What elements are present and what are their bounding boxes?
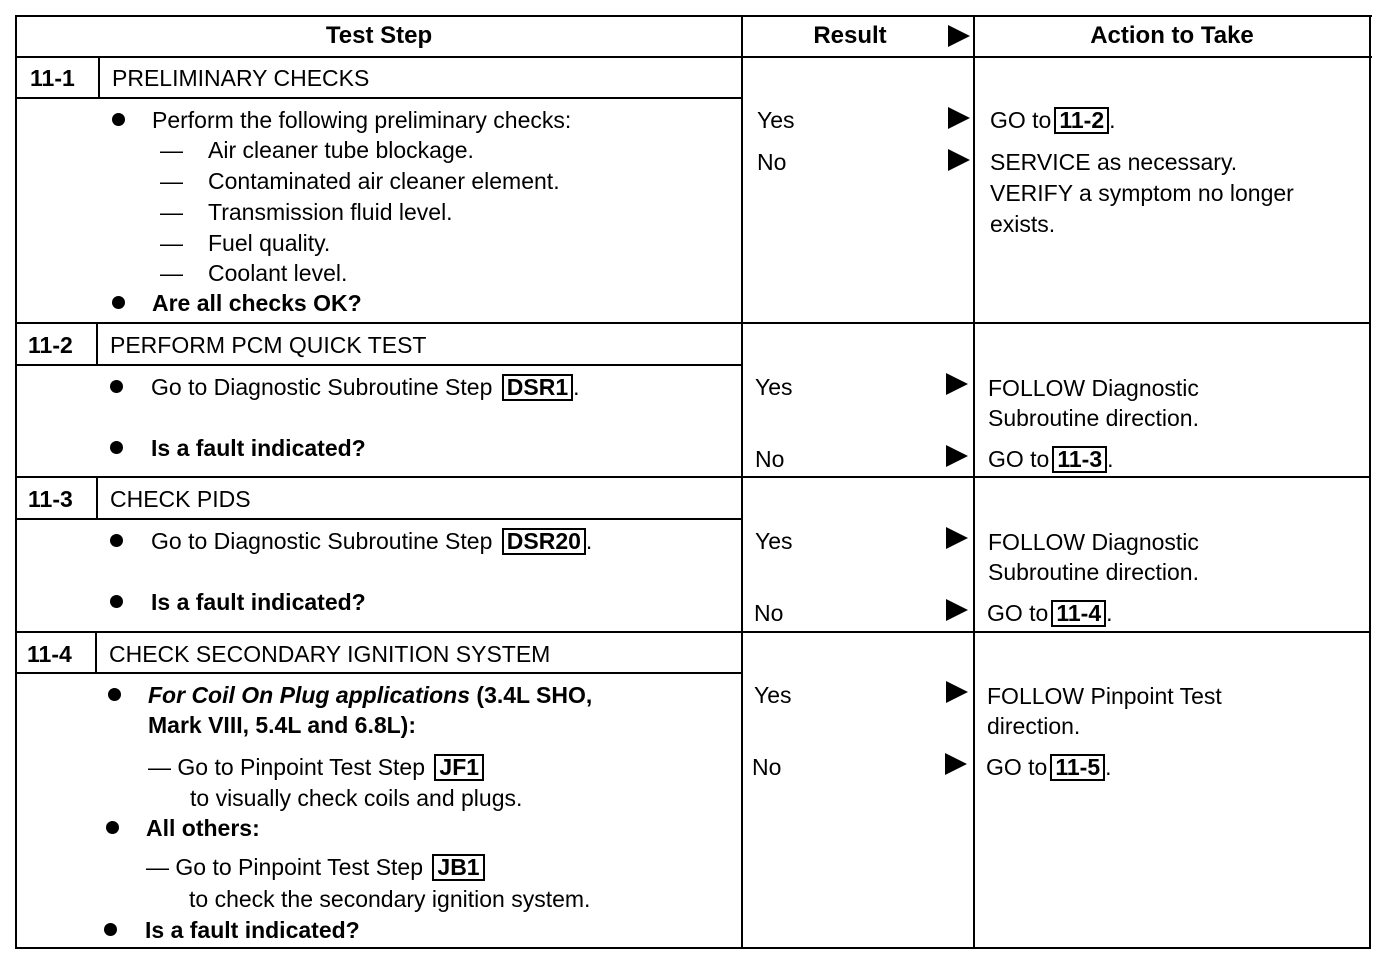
action-yes: Subroutine direction.: [988, 405, 1199, 431]
arrow-icon: [946, 599, 968, 621]
action-yes: FOLLOW Diagnostic: [988, 529, 1199, 555]
step-reference-link[interactable]: 11-2: [1054, 107, 1109, 134]
sub-item-text: Coolant level.: [208, 260, 348, 286]
dsr-reference-link[interactable]: DSR20: [502, 528, 586, 555]
arrow-icon: [946, 681, 968, 703]
step-reference-link[interactable]: 11-3: [1052, 446, 1107, 473]
condition-text: All others:: [146, 815, 260, 841]
sub-item: — Air cleaner tube blockage.: [160, 137, 474, 163]
pinpoint-reference-link[interactable]: JB1: [432, 854, 484, 881]
table-border-right: [1369, 15, 1371, 949]
bullet-icon: [110, 595, 123, 608]
step-title: PERFORM PCM QUICK TEST: [110, 332, 427, 358]
step-number-divider: [98, 58, 100, 98]
arrow-icon: [946, 373, 968, 395]
arrow-icon: [946, 527, 968, 549]
row-separator: [16, 322, 1370, 324]
step-header-underline: [16, 97, 741, 99]
result-column-line: [741, 15, 743, 949]
arrow-icon: [946, 445, 968, 467]
step-number-divider: [96, 478, 98, 519]
sub-item: — Fuel quality.: [160, 230, 331, 256]
step-header-underline: [16, 672, 741, 674]
bullet-icon: [112, 113, 125, 126]
arrow-icon: [948, 107, 970, 129]
sub-item: — Contaminated air cleaner element.: [160, 168, 560, 194]
step-reference-link[interactable]: 11-4: [1051, 600, 1106, 627]
step-title: CHECK PIDS: [110, 486, 251, 512]
step-header-underline: [16, 364, 741, 366]
instruction-text: Go to Diagnostic Subroutine Step DSR20 .: [151, 528, 593, 554]
result-yes: Yes: [755, 374, 793, 400]
sub-instruction-label: Go to Pinpoint Test Step: [175, 854, 424, 880]
table-border-top: [16, 15, 1372, 17]
instruction-text: Perform the following preliminary checks:: [152, 107, 572, 133]
instruction-label: Go to Diagnostic Subroutine Step: [151, 528, 493, 554]
sub-item-text: Transmission fluid level.: [208, 199, 453, 225]
table-border-bottom: [15, 947, 1371, 949]
sub-item-text: Fuel quality.: [208, 230, 331, 256]
result-yes: Yes: [754, 682, 792, 708]
row-separator: [16, 476, 1370, 478]
arrow-icon: [945, 753, 967, 775]
question-text: Is a fault indicated?: [151, 435, 366, 461]
action-no: GO to 11-4 .: [987, 600, 1113, 626]
step-title: CHECK SECONDARY IGNITION SYSTEM: [109, 641, 551, 667]
result-yes: Yes: [755, 528, 793, 554]
action-yes: FOLLOW Diagnostic: [988, 375, 1199, 401]
instruction-label: Go to Diagnostic Subroutine Step: [151, 374, 493, 400]
result-no: No: [757, 149, 787, 175]
action-no: GO to 11-3 .: [988, 446, 1114, 472]
result-no: No: [755, 446, 785, 472]
result-no: No: [752, 754, 782, 780]
bullet-icon: [110, 534, 123, 547]
action-text: GO to: [986, 754, 1048, 780]
step-number: 11-3: [28, 486, 73, 512]
action-text: GO to: [988, 446, 1050, 472]
result-no: No: [754, 600, 784, 626]
sub-instruction-label: Go to Pinpoint Test Step: [177, 754, 426, 780]
header-bottom-line: [16, 56, 1372, 58]
step-title: PRELIMINARY CHECKS: [112, 65, 370, 91]
header-result: Result: [813, 22, 887, 49]
sub-item-text: Air cleaner tube blockage.: [208, 137, 474, 163]
step-number: 11-4: [27, 641, 72, 667]
result-yes: Yes: [757, 107, 795, 133]
bullet-icon: [106, 821, 119, 834]
table-border-left: [15, 15, 17, 949]
sub-instruction: to check the secondary ignition system.: [189, 886, 591, 912]
action-no: exists.: [990, 211, 1056, 237]
dsr-reference-link[interactable]: DSR1: [502, 374, 573, 401]
condition-italic: For Coil On Plug applications: [148, 682, 471, 708]
header-arrow-icon: [948, 25, 970, 47]
condition-text: Mark VIII, 5.4L and 6.8L):: [148, 712, 416, 738]
bullet-icon: [104, 923, 117, 936]
action-text: GO to: [987, 600, 1049, 626]
question-text: Are all checks OK?: [152, 290, 362, 316]
sub-item-text: Contaminated air cleaner element.: [208, 168, 560, 194]
action-yes: direction.: [987, 713, 1081, 739]
arrow-icon: [948, 149, 970, 171]
header-action: Action to Take: [1090, 22, 1254, 49]
action-yes: Subroutine direction.: [988, 559, 1199, 585]
action-no: GO to 11-5 .: [986, 754, 1112, 780]
pinpoint-reference-link[interactable]: JF1: [434, 754, 484, 781]
action-yes: FOLLOW Pinpoint Test: [987, 683, 1222, 709]
header-test-step: Test Step: [325, 22, 433, 49]
sub-instruction: to visually check coils and plugs.: [190, 785, 523, 811]
bullet-icon: [112, 296, 125, 309]
sub-instruction: — Go to Pinpoint Test Step JB1: [146, 854, 485, 881]
bullet-icon: [110, 380, 123, 393]
row-separator: [16, 631, 1370, 633]
bullet-icon: [108, 688, 121, 701]
sub-instruction: — Go to Pinpoint Test Step JF1: [148, 754, 484, 781]
action-no: SERVICE as necessary.: [990, 149, 1238, 175]
condition-text: [148, 682, 592, 709]
question-text: Is a fault indicated?: [145, 917, 360, 943]
sub-item: — Coolant level.: [160, 260, 348, 286]
step-header-underline: [16, 518, 741, 520]
bullet-icon: [110, 441, 123, 454]
action-no: VERIFY a symptom no longer: [990, 180, 1294, 206]
step-number: 11-1: [30, 65, 75, 91]
step-number-divider: [95, 633, 97, 673]
step-number: 11-2: [28, 332, 73, 358]
action-text: GO to: [990, 107, 1052, 133]
step-number-divider: [96, 324, 98, 365]
question-text: Is a fault indicated?: [151, 589, 366, 615]
action-yes: GO to 11-2 .: [990, 107, 1116, 133]
step-reference-link[interactable]: 11-5: [1050, 754, 1105, 781]
condition-rest: (3.4L SHO,: [470, 682, 593, 708]
instruction-text: Go to Diagnostic Subroutine Step DSR1 .: [151, 374, 580, 400]
sub-item: — Transmission fluid level.: [160, 199, 453, 225]
action-column-line: [973, 15, 975, 949]
